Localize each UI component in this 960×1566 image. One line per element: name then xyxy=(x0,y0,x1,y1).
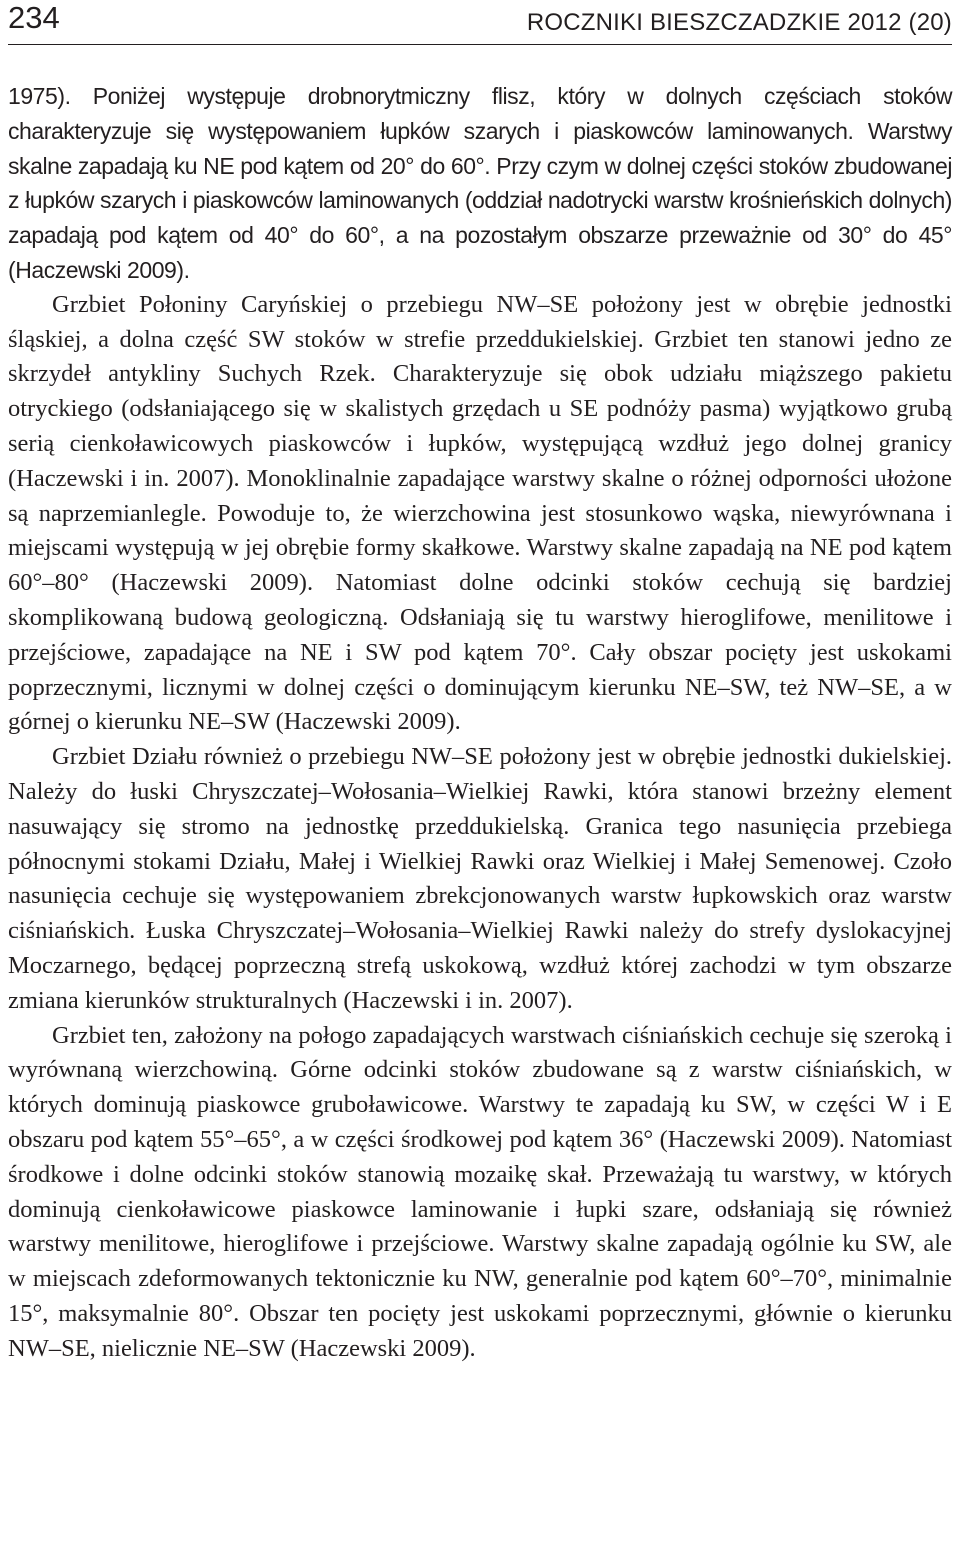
body-text xyxy=(8,79,952,1366)
document-page xyxy=(8,0,952,1362)
paragraph-2: Grzbiet Połoniny Caryńskiej o przebiegu NW–SE położony jest w obrębie jednostki śląskiej, a dolna część SW stoków w strefie przeddukielskiej. Grzbiet ten stanowi jedno ze skrzydeł antykliny Suchych Rzek. Charakteryzuje się obok udziału miąższego pakietu otryckiego (odsłaniającego się w skalistych grzędach u SE podnóży pasma) wyjątkowo grubą serią cienkoławicowych piaskowców i łupków, występującą wzdłuż jego dolnej granicy (Haczewski i in. 2007). Monoklinalnie zapadające warstwy skalne o różnej odporności ułożone są naprzemianlegle. Powoduje to, że wierzchowina jest stosunkowo wąska, niewyrównana i miejscami występują w jej obrębie formy skałkowe. Warstwy skalne zapadają na NE pod kątem 60°–80° (Haczewski 2009). Natomiast dolne odcinki stoków cechują się bardziej skomplikowaną budową geologiczną. Odsłaniają się tu warstwy hieroglifowe, menilitowe i przejściowe, zapadające na NE i SW pod kątem 70°. Cały obszar pocięty jest uskokami poprzecznymi, licznymi w dolnej części o dominującym kierunku NE–SW, też NW–SE, a w górnej o kierunku NE–SW (Haczewski 2009). xyxy=(8,290,952,736)
page-number: 234 xyxy=(8,0,60,35)
page-header xyxy=(8,0,952,45)
paragraph-3: Grzbiet Działu również o przebiegu NW–SE położony jest w obrębie jednostki dukielskiej. Należy do łuski Chryszczatej–Wołosania–Wielkiej Rawki, która stanowi brzeżny element nasuwający się stromo na jednostkę przeddukielską. Granica tego nasunięcia przebiega północnymi stokami Działu, Małej i Wielkiej Rawki oraz Wielkiej i Małej Semenowej. Czoło nasunięcia cechuje się występowaniem zbrekcjonowanych warstw łupkowskich oraz warstw ciśniańskich. Łuska Chryszczatej–Wołosania–Wielkiej Rawki należy do strefy dyslokacyjnej Moczarnego, będącej poprzeczną strefą uskokową, wzdłuż której zachodzi w tym obszarze zmiana kierunków strukturalnych (Haczewski i in. 2007). xyxy=(8,743,952,1014)
paragraph-4: Grzbiet ten, założony na połogo zapadających warstwach ciśniańskich cechuje się szeroką i wyrównaną wierzchowiną. Górne odcinki stoków zbudowane są z warstw ciśniańskich, w których dominują piaskowce gruboławicowe. Warstwy te zapadają ku SW, w części W i E obszaru pod kątem 55°–65°, a w części środkowej pod kątem 36° (Haczewski 2009). Natomiast środkowe i dolne odcinki stoków stanowią mozaikę skał. Przeważają tu warstwy, w których dominują cienkoławicowe piaskowce laminowanie i łupki szare, odsłaniają się również warstwy menilitowe, hieroglifowe i przejściowe. Warstwy skalne zapadają ogólnie ku SW, ale w miejscach zdeformowanych tektonicznie ku NW, generalnie pod kątem 60°–70°, minimalnie 15°, maksymalnie 80°. Obszar ten pocięty jest uskokami poprzecznymi, głównie o kierunku NW–SE, nielicznie NE–SW (Haczewski 2009). xyxy=(8,1021,952,1362)
paragraph-1: 1975). Poniżej występuje drobnorytmiczny flisz, który w dolnych częściach stoków charakteryzuje się występowaniem łupków szarych i piaskowców laminowanych. Warstwy skalne zapadają ku NE pod kątem od 20° do 60°. Przy czym w dolnej części stoków zbudowanej z łupków szarych i piaskowców laminowanych (oddział nadotrycki warstw krośnieńskich dolnych) zapadają pod kątem od 40° do 60°, a na pozostałym obszarze przeważnie od 30° do 45° (Haczewski 2009). xyxy=(8,83,952,283)
running-title: ROCZNIKI BIESZCZADZKIE 2012 (20) xyxy=(526,9,952,36)
